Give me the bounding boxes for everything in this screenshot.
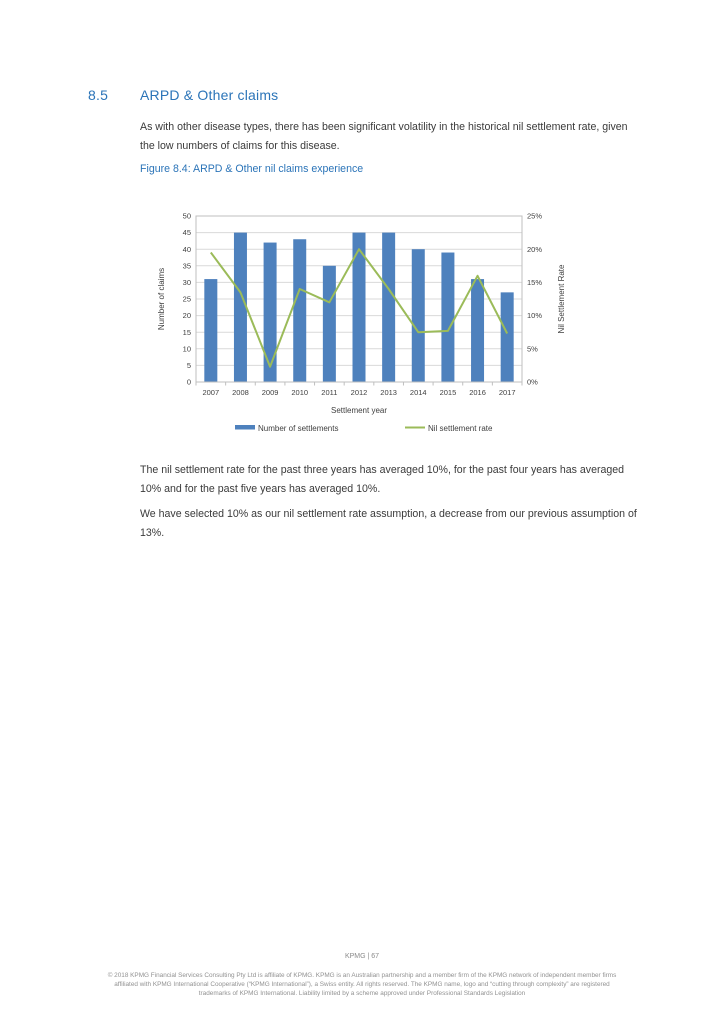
- page-number: KPMG | 67: [344, 953, 380, 960]
- copyright-line: © 2018 KPMG Financial Services Consulting Pty Ltd is affiliate of KPMG. KPMG is an Australian partnership and a member firm of the KPMG network of independent member firms: [107, 972, 617, 979]
- chart-right-axis-labels: [527, 212, 542, 387]
- legend-swatch-bar: [235, 425, 255, 430]
- svg-text:35: 35: [182, 261, 191, 271]
- nil-claims-chart: [150, 204, 575, 447]
- svg-text:2007: 2007: [202, 388, 220, 397]
- svg-text:2012: 2012: [350, 388, 368, 397]
- svg-text:2014: 2014: [409, 388, 427, 397]
- bar-2014: [412, 249, 425, 382]
- copyright-notice: [82, 971, 642, 998]
- svg-text:25%: 25%: [527, 211, 543, 221]
- svg-text:0: 0: [186, 377, 191, 387]
- bar-2011: [323, 266, 336, 382]
- svg-text:2010: 2010: [291, 388, 309, 397]
- x-axis-title: Settlement year: [330, 406, 388, 415]
- bar-2008: [234, 233, 247, 382]
- svg-text:10%: 10%: [527, 311, 543, 321]
- svg-text:0%: 0%: [527, 377, 538, 387]
- svg-text:45: 45: [182, 228, 191, 238]
- section-title: ARPD & Other claims: [140, 87, 279, 103]
- svg-text:10: 10: [182, 344, 191, 354]
- svg-text:2011: 2011: [321, 388, 338, 397]
- chart-x-axis-labels: [202, 388, 515, 397]
- bar-2007: [204, 279, 217, 382]
- svg-text:15%: 15%: [527, 278, 543, 287]
- chart-x-tick-marks: [196, 382, 522, 386]
- bar-2009: [264, 243, 277, 382]
- svg-text:40: 40: [182, 244, 191, 254]
- copyright-line: trademarks of KPMG International. Liability limited by a scheme approved under Professional Standards Legislation: [198, 990, 526, 997]
- bar-2013: [382, 233, 395, 382]
- svg-text:5: 5: [186, 361, 191, 370]
- figure-caption: Figure 8.4: ARPD & Other nil claims experience: [140, 163, 364, 175]
- svg-text:2015: 2015: [439, 388, 457, 397]
- svg-text:50: 50: [182, 211, 191, 221]
- copyright-line: affiliated with KPMG International Cooperative (“KPMG International”), a Swiss entity. All rights reserved. The KPMG name, logo and “cutting through complexity” are registered: [114, 981, 610, 988]
- svg-text:20: 20: [182, 311, 191, 321]
- svg-text:2013: 2013: [380, 388, 397, 397]
- chart-bars: [204, 233, 513, 382]
- right-axis-title: Nil Settlement Rate: [557, 264, 566, 334]
- bar-2010: [293, 239, 306, 382]
- bar-2016: [471, 279, 484, 382]
- svg-text:25: 25: [182, 294, 191, 304]
- svg-text:15: 15: [182, 327, 191, 337]
- section-heading: [88, 87, 278, 103]
- svg-text:2016: 2016: [469, 388, 486, 397]
- svg-text:30: 30: [182, 278, 191, 287]
- legend-label: Number of settlements: [258, 424, 339, 433]
- bar-2015: [441, 253, 454, 382]
- svg-text:20%: 20%: [527, 244, 543, 254]
- legend-swatch-line: [405, 427, 425, 429]
- svg-text:5%: 5%: [527, 344, 538, 354]
- paragraph-assumption: We have selected 10% as our nil settlement rate assumption, a decrease from our previous assumption of 13%.: [140, 508, 637, 539]
- paragraph-intro: As with other disease types, there has been significant volatility in the historical nil settlement rate, given the low numbers of claims for this disease.: [140, 121, 628, 152]
- svg-text:2017: 2017: [498, 388, 516, 397]
- svg-text:2008: 2008: [232, 388, 249, 397]
- left-axis-title: Number of claims: [157, 267, 166, 331]
- legend-label: Nil settlement rate: [428, 424, 493, 433]
- chart-left-axis-labels: [183, 212, 191, 387]
- chart-legend: [235, 424, 493, 433]
- svg-text:2009: 2009: [261, 388, 279, 397]
- nil-claims-chart-svg: [150, 204, 575, 447]
- section-number: 8.5: [88, 87, 109, 103]
- paragraph-averages: The nil settlement rate for the past three years has averaged 10%, for the past four years has averaged 10% and for the past five years has averaged 10%.: [140, 464, 625, 495]
- bar-2017: [501, 292, 514, 382]
